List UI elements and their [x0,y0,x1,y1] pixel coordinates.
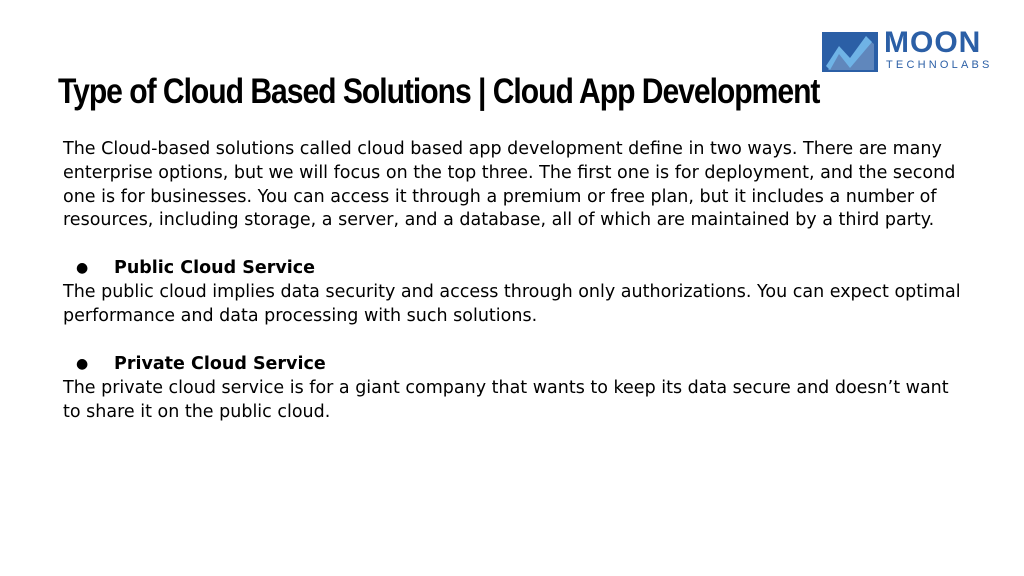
section-body-public-cloud: The public cloud implies data security and access through only authorizations. You can expect optimal performance and data processing with such solutions. [63,282,961,326]
intro-paragraph: The Cloud-based solutions called cloud based app development define in two ways. There are many enterprise options, but we will focus on the top three. The first one is for deployment, and the second one is for businesses. You can access it through a premium or free plan, but it includes a number of resources, including storage, a server, and a database, all of which are maintained by a third party. [63,139,956,231]
section-heading-label: Public Cloud Service [114,258,315,279]
section-body-private-cloud: The private cloud service is for a giant company that wants to keep its data secure and doesn’t want to share it on the public cloud. [63,377,949,422]
bullet-icon: ● [76,355,89,372]
logo-wordmark: MOON [884,26,982,59]
bullet-icon: ● [76,260,89,277]
slide-content [63,138,968,424]
page-title: Type of Cloud Based Solutions | Cloud App Development [58,72,820,111]
logo-subtitle: TECHNOLABS [886,59,993,71]
section-heading-label: Private Cloud Service [114,353,326,374]
section-heading-public-cloud [63,257,968,281]
section-heading-private-cloud [63,353,968,377]
moon-technolabs-logo-icon [822,30,878,72]
company-logo [822,28,998,74]
